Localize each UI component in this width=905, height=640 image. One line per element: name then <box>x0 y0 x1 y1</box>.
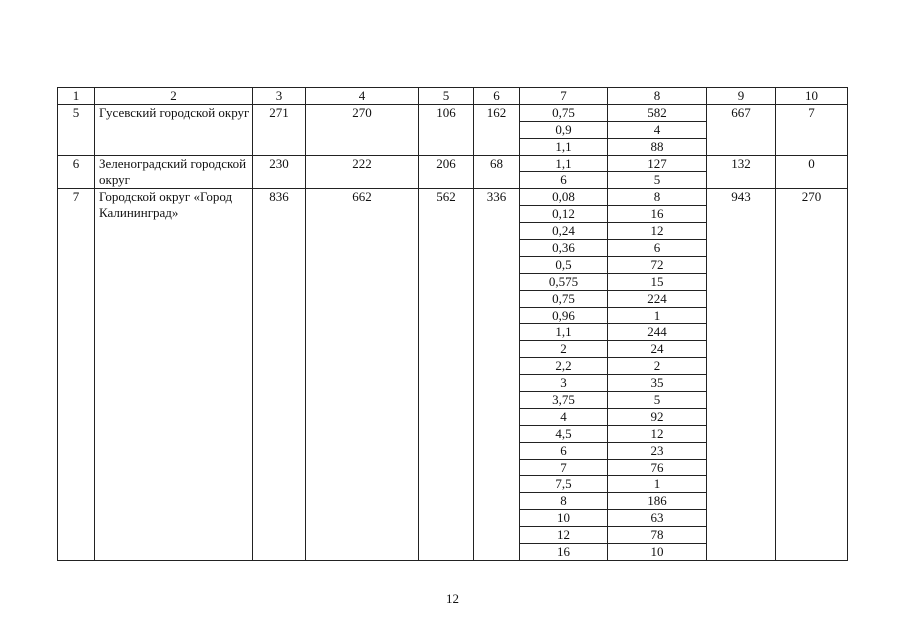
header-cell: 9 <box>707 88 776 105</box>
row-number-cell: 7 <box>58 189 95 561</box>
rate-cell: 2,2 <box>520 358 608 375</box>
rate-cell: 4,5 <box>520 425 608 442</box>
header-cell: 8 <box>608 88 707 105</box>
value-cell-col3: 271 <box>253 104 306 155</box>
rate-cell: 7,5 <box>520 476 608 493</box>
rate-cell: 0,75 <box>520 104 608 121</box>
rate-cell: 1,1 <box>520 155 608 172</box>
count-cell: 1 <box>608 307 707 324</box>
rate-cell: 12 <box>520 527 608 544</box>
table-row <box>58 189 848 206</box>
rate-cell: 8 <box>520 493 608 510</box>
value-cell-col6: 336 <box>474 189 520 561</box>
rate-cell: 4 <box>520 408 608 425</box>
value-cell-col3: 230 <box>253 155 306 189</box>
value-cell-col5: 106 <box>419 104 474 155</box>
rate-cell: 6 <box>520 442 608 459</box>
header-cell: 3 <box>253 88 306 105</box>
count-cell: 10 <box>608 544 707 561</box>
count-cell: 127 <box>608 155 707 172</box>
count-cell: 16 <box>608 206 707 223</box>
count-cell: 1 <box>608 476 707 493</box>
count-cell: 186 <box>608 493 707 510</box>
rate-cell: 6 <box>520 172 608 189</box>
rate-cell: 0,75 <box>520 290 608 307</box>
header-cell: 4 <box>306 88 419 105</box>
header-cell: 7 <box>520 88 608 105</box>
value-cell-col5: 206 <box>419 155 474 189</box>
data-table <box>57 87 848 561</box>
rate-cell: 0,96 <box>520 307 608 324</box>
value-cell-col4: 222 <box>306 155 419 189</box>
row-number-cell: 6 <box>58 155 95 189</box>
count-cell: 224 <box>608 290 707 307</box>
count-cell: 12 <box>608 223 707 240</box>
table-row <box>58 155 848 172</box>
rate-cell: 1,1 <box>520 324 608 341</box>
rate-cell: 0,5 <box>520 256 608 273</box>
count-cell: 78 <box>608 527 707 544</box>
value-cell-col9: 132 <box>707 155 776 189</box>
count-cell: 76 <box>608 459 707 476</box>
value-cell-col6: 68 <box>474 155 520 189</box>
value-cell-col5: 562 <box>419 189 474 561</box>
rate-cell: 2 <box>520 341 608 358</box>
rate-cell: 0,575 <box>520 273 608 290</box>
header-cell: 6 <box>474 88 520 105</box>
value-cell-col9: 667 <box>707 104 776 155</box>
rate-cell: 3 <box>520 375 608 392</box>
count-cell: 88 <box>608 138 707 155</box>
count-cell: 4 <box>608 121 707 138</box>
count-cell: 5 <box>608 172 707 189</box>
count-cell: 35 <box>608 375 707 392</box>
count-cell: 92 <box>608 408 707 425</box>
table-body <box>58 88 848 561</box>
count-cell: 63 <box>608 510 707 527</box>
value-cell-col10: 270 <box>776 189 848 561</box>
row-number-cell: 5 <box>58 104 95 155</box>
value-cell-col6: 162 <box>474 104 520 155</box>
count-cell: 6 <box>608 240 707 257</box>
page-number: 12 <box>446 591 459 606</box>
rate-cell: 3,75 <box>520 392 608 409</box>
rate-cell: 7 <box>520 459 608 476</box>
value-cell-col10: 7 <box>776 104 848 155</box>
count-cell: 24 <box>608 341 707 358</box>
district-name-cell: Городской округ «Город Калининград» <box>95 189 253 561</box>
count-cell: 12 <box>608 425 707 442</box>
rate-cell: 0,08 <box>520 189 608 206</box>
count-cell: 2 <box>608 358 707 375</box>
value-cell-col4: 270 <box>306 104 419 155</box>
count-cell: 5 <box>608 392 707 409</box>
count-cell: 23 <box>608 442 707 459</box>
district-name-cell: Гусевский городской округ <box>95 104 253 155</box>
rate-cell: 10 <box>520 510 608 527</box>
district-name-cell: Зеленоградский городской округ <box>95 155 253 189</box>
value-cell-col3: 836 <box>253 189 306 561</box>
header-cell: 1 <box>58 88 95 105</box>
count-cell: 244 <box>608 324 707 341</box>
value-cell-col9: 943 <box>707 189 776 561</box>
count-cell: 582 <box>608 104 707 121</box>
header-cell: 10 <box>776 88 848 105</box>
table-row <box>58 104 848 121</box>
rate-cell: 16 <box>520 544 608 561</box>
rate-cell: 1,1 <box>520 138 608 155</box>
table-header-row <box>58 88 848 105</box>
rate-cell: 0,24 <box>520 223 608 240</box>
value-cell-col4: 662 <box>306 189 419 561</box>
value-cell-col10: 0 <box>776 155 848 189</box>
header-cell: 5 <box>419 88 474 105</box>
count-cell: 15 <box>608 273 707 290</box>
header-cell: 2 <box>95 88 253 105</box>
rate-cell: 0,9 <box>520 121 608 138</box>
count-cell: 72 <box>608 256 707 273</box>
count-cell: 8 <box>608 189 707 206</box>
rate-cell: 0,12 <box>520 206 608 223</box>
rate-cell: 0,36 <box>520 240 608 257</box>
